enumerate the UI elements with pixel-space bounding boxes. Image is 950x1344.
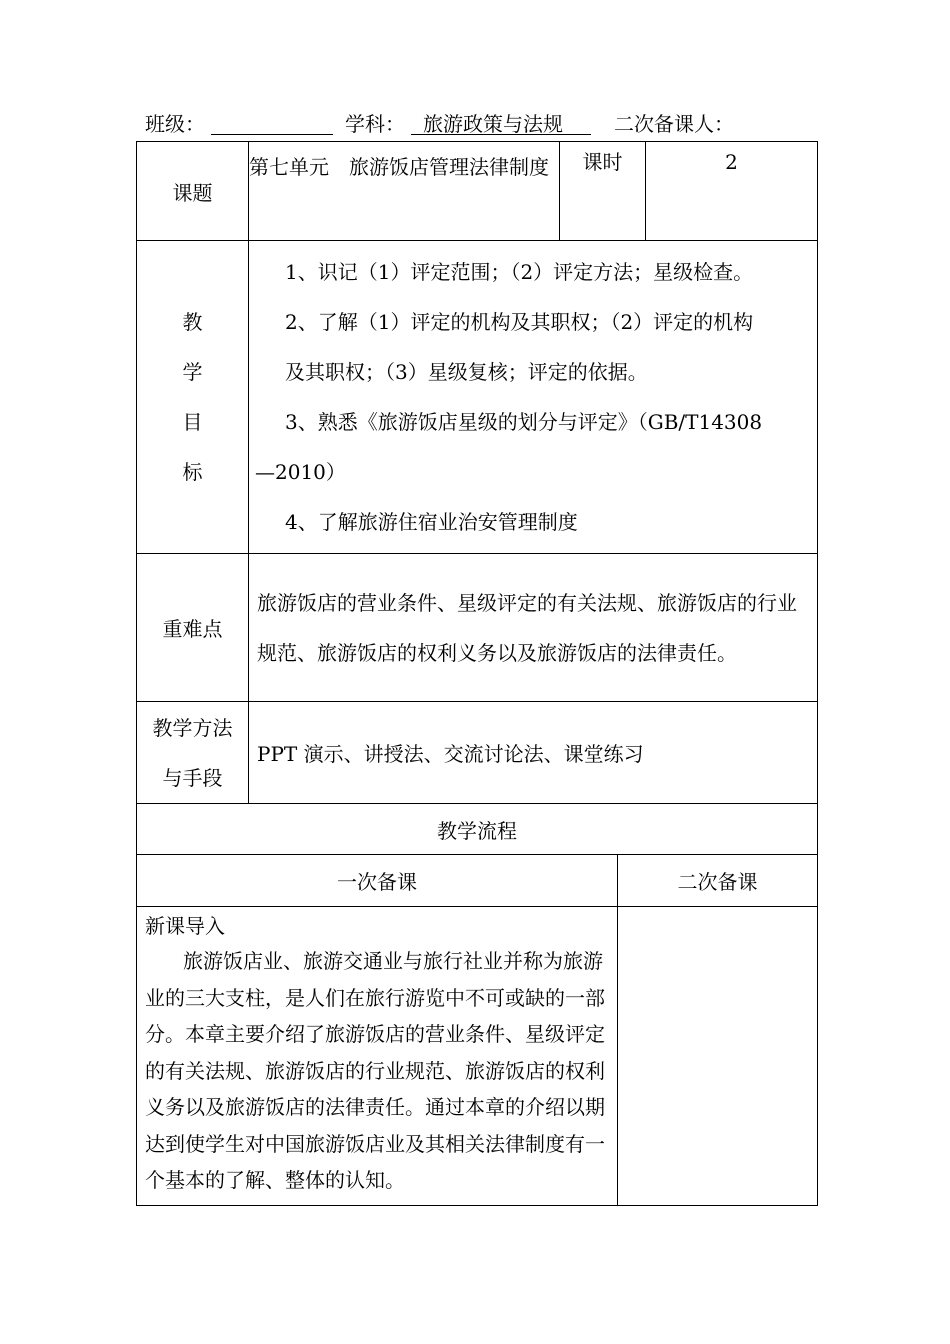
- second-prep-notes[interactable]: [618, 907, 818, 1206]
- prep-header-row: [137, 855, 818, 907]
- second-prep-header: 二次备课: [618, 855, 818, 907]
- goals-row: [137, 241, 818, 554]
- goal-item: 4、了解旅游住宿业治安管理制度: [285, 510, 578, 534]
- goal-item: 及其职权；（3）星级复核；评定的依据。: [285, 360, 648, 384]
- goals-label: [137, 241, 249, 554]
- intro-row: [137, 907, 818, 1206]
- flow-title-row: [137, 804, 818, 855]
- hours-label: 课时: [560, 142, 646, 241]
- goals-label-char: 标: [182, 460, 203, 484]
- topic-row: [137, 142, 818, 241]
- method-value: PPT 演示、讲授法、交流讨论法、课堂练习: [249, 702, 818, 804]
- goals-label-char: 教: [182, 310, 203, 334]
- intro-heading: 新课导入: [145, 914, 225, 938]
- class-label: 班级：: [145, 112, 205, 136]
- goals-label-char: 目: [182, 410, 203, 434]
- goal-item: 3、熟悉《旅游饭店星级的划分与评定》（GB/T14308: [285, 410, 763, 434]
- subject-underline: [411, 134, 591, 135]
- intro-paragraph: 旅游饭店业、旅游交通业与旅行社业并称为旅游业的三大支柱，是人们在旅行游览中不可或缺的一部分。本章主要介绍了旅游饭店的营业条件、星级评定的有关法规、旅游饭店的行业规范、旅游饭店的权利义务以及旅游饭店的法律责任。通过本章的介绍以期达到使学生对中国旅游饭店业及其相关法律制度有一个基本的了解、整体的认知。: [145, 949, 605, 1192]
- subject-label: 学科：: [345, 112, 405, 136]
- method-label-line: 教学方法: [152, 715, 233, 740]
- goal-item: 1、识记（1）评定范围；（2）评定方法；星级检查。: [285, 260, 754, 284]
- goal-item: —2010）: [255, 460, 346, 484]
- first-prep-header: 一次备课: [137, 855, 618, 907]
- method-label-line: 与手段: [162, 765, 223, 790]
- goals-label-char: 学: [182, 360, 203, 384]
- lesson-plan-table: [136, 141, 818, 1206]
- hours-value: 2: [646, 142, 818, 241]
- method-label: [137, 702, 249, 804]
- difficulty-value: 旅游饭店的营业条件、星级评定的有关法规、旅游饭店的行业规范、旅游饭店的权利义务以及旅游饭店的法律责任。: [249, 554, 818, 702]
- subject-value: 旅游政策与法规: [423, 112, 563, 136]
- difficulty-label: 重难点: [137, 554, 249, 702]
- difficulty-row: [137, 554, 818, 702]
- method-row: [137, 702, 818, 804]
- topic-label: 课题: [137, 142, 249, 241]
- intro-content: [137, 907, 618, 1206]
- topic-value: 第七单元 旅游饭店管理法律制度: [249, 142, 560, 241]
- flow-title: 教学流程: [137, 804, 818, 855]
- document-header: [145, 108, 865, 138]
- goal-item: 2、了解（1）评定的机构及其职权；（2）评定的机构: [285, 310, 754, 334]
- goals-content: [249, 241, 818, 554]
- class-blank: [211, 134, 333, 135]
- second-prep-person-label: 二次备课人：: [614, 112, 734, 136]
